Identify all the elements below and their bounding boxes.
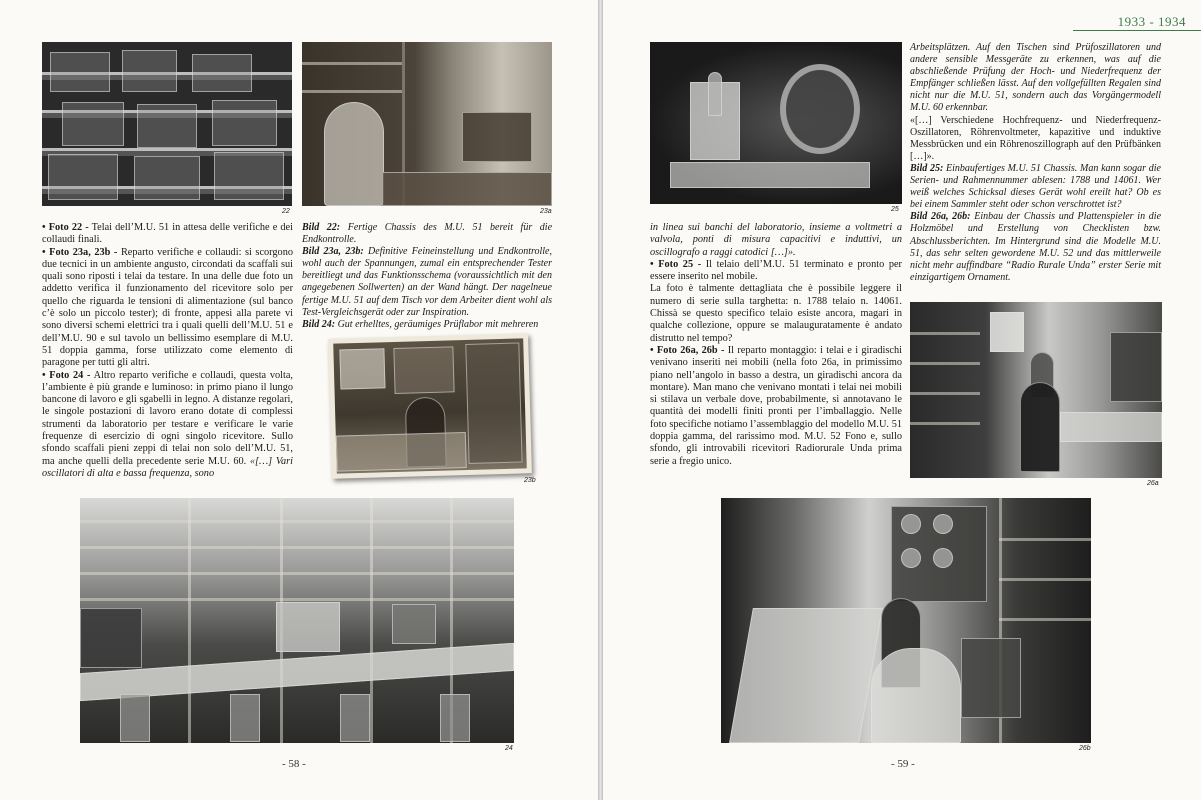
bild-26: Bild 26a, 26b: Einbau der Chassis und Plattenspieler in die Holzmöbel und Erstellung von Checklisten bzw. Abschlussberichten. Im Hintergrund sind die Modelle M.U. 51, das sehr selten gewordene M.U. 52 und das mittlerweile nicht mehr auffindbare “Radio Rurale Unda” erster Serie mit einzigartigem Ornament. [910,211,1162,283]
photo-24 [80,498,514,743]
photo-23a-number: 23a [540,208,552,215]
photo-22-number: 22 [282,208,290,215]
page-number-58: - 58 - [282,758,306,770]
photo-26a [910,302,1162,478]
right-italian-column [650,222,902,468]
left-german-column [302,222,552,331]
photo-22 [42,42,292,206]
left-italian-column [42,222,293,480]
german-continuation: Arbeitsplätzen. Auf den Tischen sind Prüfoszillatoren und andere sensible Messgeräte zu erkennen, was auf die abschließende Prüfung der Hoch- und Niederfrequenz der Empfänger schließen lässt. Auf den vollgefüllten Regalen sind nicht nur die M.U. 51, sondern auch das Vorgängermodell M.U. 60 erkennbar. [910,42,1161,114]
bild-24: Bild 24: Gut erhelltes, geräumiges Prüflabor mit mehreren [302,318,539,330]
photo-25-number: 25 [891,206,899,213]
photo-26b-number: 26b [1079,745,1091,752]
bild-25: Bild 25: Einbaufertiges M.U. 51 Chassis. Man kann sogar die Serien- und Rahmennummer ablesen: 1788 und 14061. Wer weiß welches Schicksal dieses Gerät wohl ereilt hat? Ob es bei einem Sammler steht oder schon verschrottet ist? [910,162,1161,211]
bild-23: Bild 23a, 23b: Definitive Feineinstellung und Endkontrolle, wohl auch der Spannungen, zumal ein entsprechender Tester bereitliegt und das Funktionsschema (voraussichtlich mit den angegebenen Sollwerten) an der Wand hängt. Der nagelneue fertige M.U. 51 auf dem Tisch vor dem Arbeiter dient wohl als Test-Vergleichsgerät oder zur Inspiration. [302,246,552,318]
photo-23b-number: 23b [524,477,536,484]
photo-26b [721,498,1091,743]
photo-24-number: 24 [505,745,513,752]
caption-foto-25-detail: La foto è talmente dettagliata che è possibile leggere il numero di serie sulla targhetta: n. 1788 telaio n. 14061. Chissà se questo specifico telaio esiste ancora, magari in qualche collezione, oppure se malauguratamente è andato distrutto nel tempo? [650,283,902,344]
caption-foto-26: • Foto 26a, 26b - Il reparto montaggio: i telai e i giradischi venivano inseriti nei mobili (nella foto 26a, in primissimo piano nell’angolo in basso a destra, un giradischi ancora da montare). Man mano che venivano montati i telai nei mobili si stilava un verbale dove, probabilmente, si annotavano le quantità dei modelli finiti pronti per l’imballaggio. Nelle foto specifiche notiamo l’assemblaggio del modello M.U. 51 doppia gamma, del rarissimo mod. M.U. 52 Fono e, sullo sfondo, gli introvabili ricevitori Radiorurale Unda prima serie a fregio unico. [650,344,902,467]
caption-foto-25: • Foto 25 - Il telaio dell’M.U. 51 terminato e pronto per essere inserito nel mobile. [650,258,902,283]
photo-25 [650,42,902,204]
left-page [0,0,598,800]
caption-foto-23: • Foto 23a, 23b - Reparto verifiche e collaudi: si scorgono due tecnici in un ambiente angusto, circondati da scaffali sui quali sono riposti i telai da testare. In una delle due foto un addetto verifica il funzionamento del ricevitore solo per quello che riguarda le tensioni di alimentazione (sul banco c’è solo un piccolo tester); di fronte, appesi alla parete vi sono diversi schemi elettrici tra i quali quelli dell’M.U. 51 e dell’M.U. 90 e sul tavolo un bellissimo esemplare di M.U. 51 doppia gamma, forse utilizzato come elemento di paragone per tutti gli altri. [42,246,293,369]
photo-23b [328,333,532,479]
caption-foto-24: • Foto 24 - Altro reparto verifiche e collaudi, questa volta, l’ambiente è più grande e luminoso: in primo piano il lungo bancone di lavoro e gli sgabelli in legno. A distanze regolari, le singole postazioni di lavoro erano dotate di complessi strumenti da laboratorio per testare e verificare le varie frequenze di esercizio di ogni singolo ricevitore. Sullo sfondo scaffali pieni zeppi di telai non solo dell’M.U. 51, ma anche quelli della precedente serie M.U. 60. «[…] Vari oscillatori di alta e bassa frequenza, sono [42,369,293,479]
right-german-column [910,42,1161,284]
photo-26a-number: 26a [1147,480,1159,487]
photo-23a [302,42,552,206]
caption-foto-22: • Foto 22 - Telai dell’M.U. 51 in attesa delle verifiche e dei collaudi finali. [42,222,293,246]
year-rule [1073,30,1201,31]
page-number-59: - 59 - [891,758,915,770]
year-range: 1933 - 1934 [1117,14,1186,29]
right-page [603,0,1201,800]
german-quote: «[…] Verschiedene Hochfrequenz- und Niederfrequenz-Oszillatoren, Röhrenvoltmeter, kapazitive und induktive Messbrücken und ein Röhrenoszillograph auf den Prüfbänken […]». [910,114,1161,162]
bild-22: Bild 22: Fertige Chassis des M.U. 51 bereit für die Endkontrolle. [302,222,553,246]
quote-continuation: in linea sui banchi del laboratorio, insieme a voltmetri a valvola, ponti di misura capacitivi e induttivi, un oscillografo a raggi catodici […]». [650,222,902,258]
